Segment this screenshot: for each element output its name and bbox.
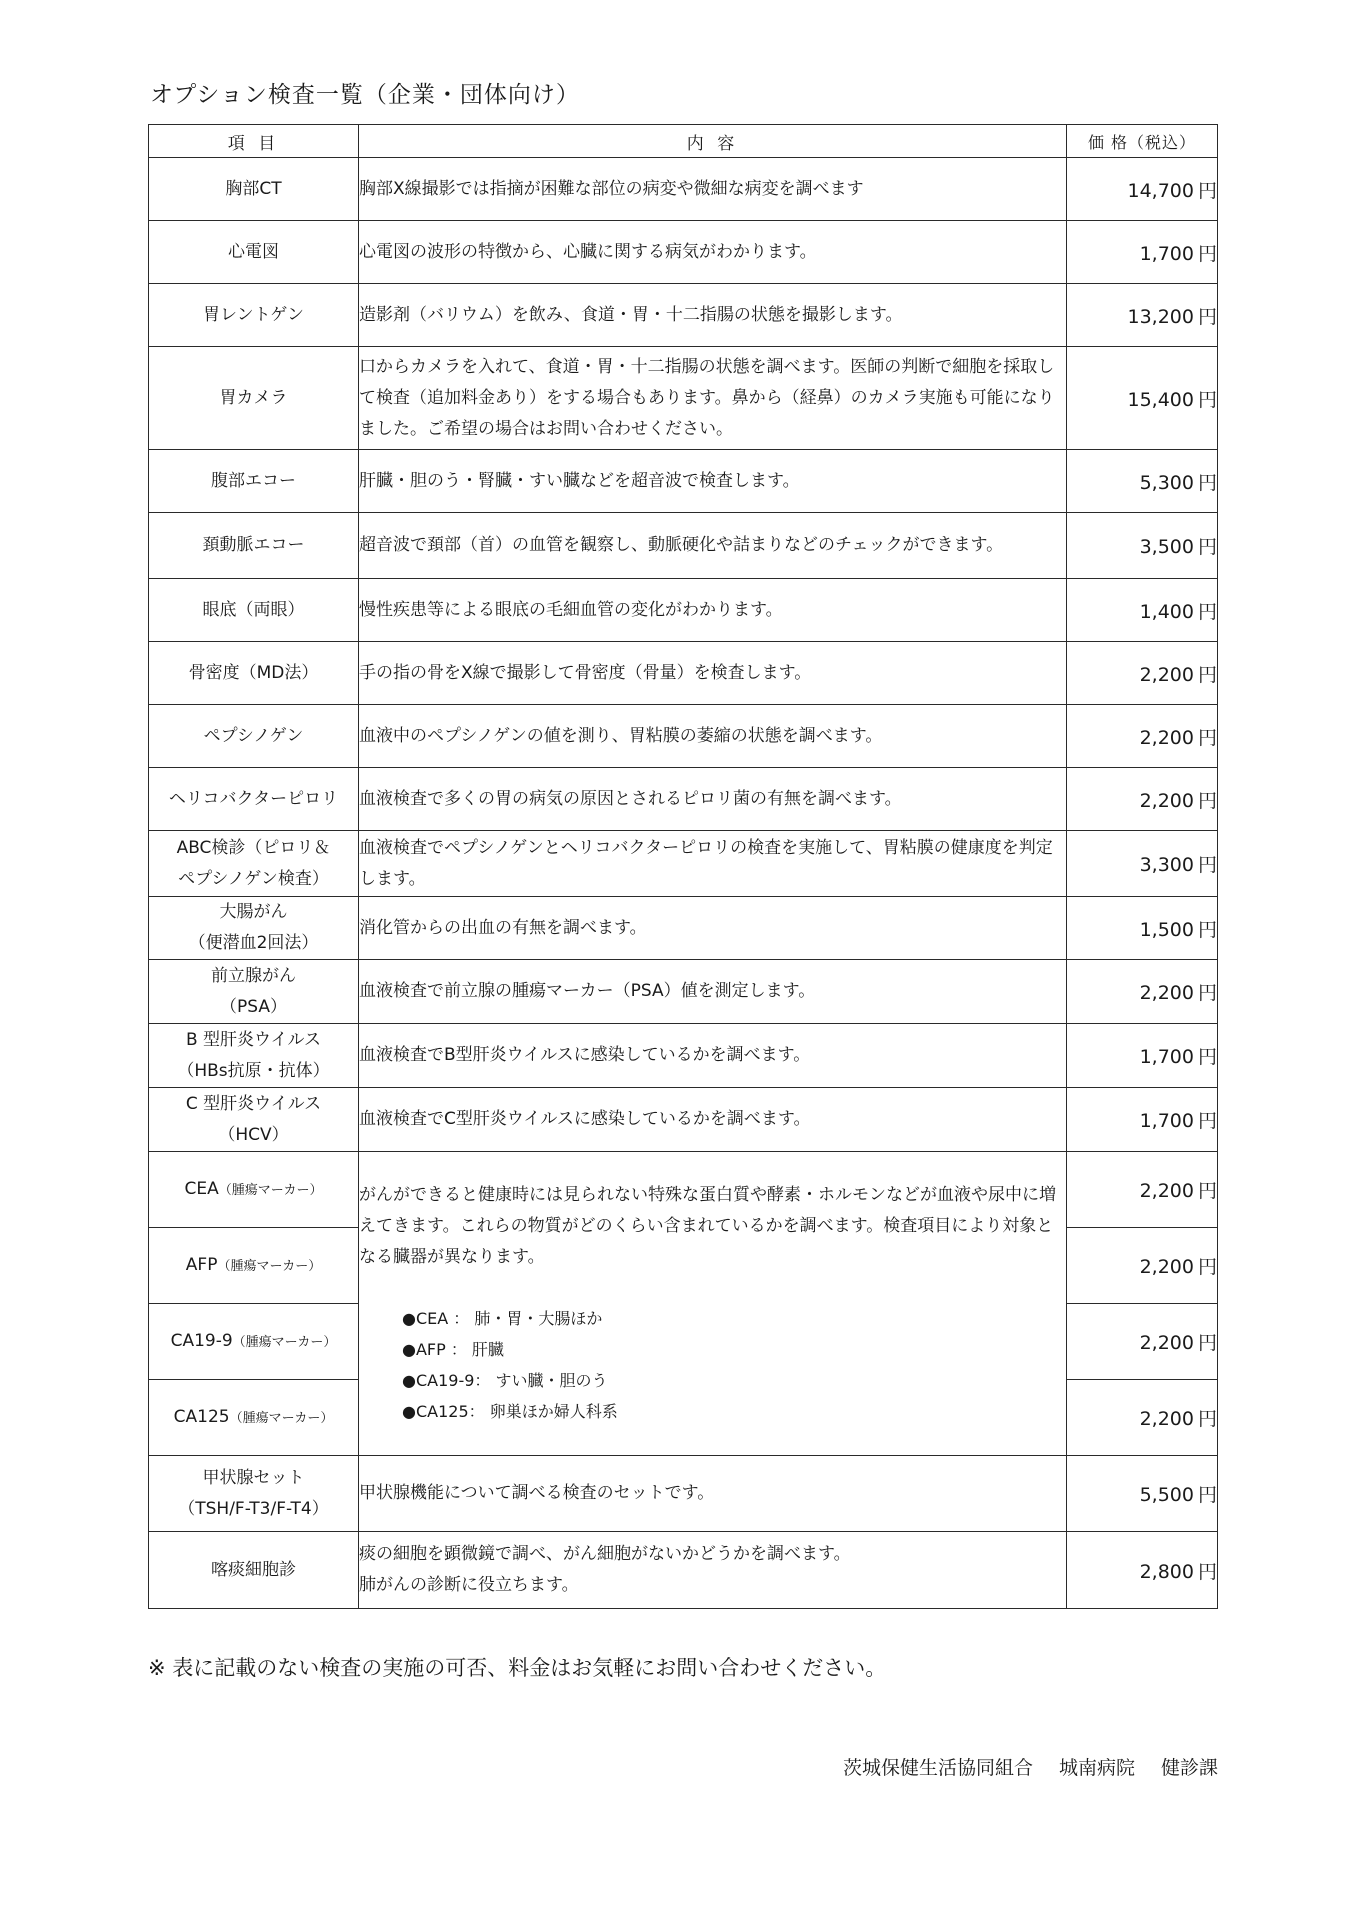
item-cell [149, 579, 359, 642]
price-cell [1067, 450, 1218, 513]
price-cell [1067, 960, 1218, 1024]
marker-sub: （腫瘍マーカー） [217, 1258, 322, 1274]
page-title: オプション検査一覧（企業・団体向け） [150, 82, 580, 108]
content-cell: 血液検査で前立腺の腫瘍マーカー（PSA）値を測定します。 [359, 960, 1067, 1024]
item-cell [149, 831, 359, 897]
hospital-name: 城南病院 [1058, 1757, 1135, 1779]
price-cell [1067, 158, 1218, 221]
price-value: 1,500 [1139, 918, 1194, 941]
price-value: 2,200 [1139, 663, 1194, 686]
item-cell [149, 960, 359, 1024]
item-name-sub: （PSA） [220, 996, 287, 1017]
yen-unit: 円 [1197, 536, 1217, 558]
price-value: 2,200 [1139, 1408, 1194, 1430]
tumor-content-cell [359, 1152, 1067, 1456]
content-cell: 血液中のペプシノゲンの値を測り、胃粘膜の萎縮の状態を調べます。 [359, 705, 1067, 768]
item-name: 大腸がん [219, 902, 288, 922]
yen-unit: 円 [1197, 179, 1217, 202]
content-cell: 造影剤（バリウム）を飲み、食道・胃・十二指腸の状態を撮影します。 [359, 284, 1067, 347]
price-cell [1067, 1456, 1218, 1532]
price-cell [1067, 1088, 1218, 1152]
tumor-description: がんができると健康時には見られない特殊な蛋白質や酵素・ホルモンなどが血液や尿中に増えてきます。これらの物質がどのくらい含まれているかを調べます。検査項目により対象となる臓器が異なります。 [359, 1185, 1056, 1267]
item-name: ペプシノゲン [203, 725, 304, 746]
yen-unit: 円 [1197, 918, 1217, 941]
marker-name: CA125 [173, 1406, 230, 1427]
table-header-row [149, 125, 1218, 158]
item-name-sub: （HCV） [218, 1124, 289, 1145]
list-item: ●CA125： 卵巣ほか婦人科系 [402, 1402, 618, 1421]
price-cell [1067, 347, 1218, 450]
price-cell [1067, 1152, 1218, 1228]
department-name: 健診課 [1160, 1757, 1218, 1779]
price-value: 3,300 [1139, 854, 1194, 876]
price-value: 2,200 [1139, 982, 1194, 1004]
yen-unit: 円 [1197, 1560, 1217, 1583]
price-cell [1067, 768, 1218, 831]
yen-unit: 円 [1197, 789, 1217, 812]
item-cell [149, 1228, 359, 1304]
item-cell [149, 284, 359, 347]
price-cell [1067, 831, 1218, 897]
item-name: 心電図 [228, 241, 279, 262]
item-name: 骨密度（MD法） [188, 662, 319, 683]
price-value: 5,300 [1139, 471, 1194, 494]
header-item: 項 目 [149, 125, 359, 158]
item-cell [149, 1152, 359, 1228]
yen-unit: 円 [1197, 305, 1217, 328]
content-line: 痰の細胞を顕微鏡で調べ、がん細胞がないかどうかを調べます。 [359, 1544, 851, 1564]
price-value: 1,700 [1139, 242, 1194, 265]
price-value: 2,200 [1139, 1332, 1194, 1354]
list-item: ●CEA ： 肺・胃・大腸ほか [402, 1309, 603, 1328]
table-row [149, 1088, 1218, 1152]
item-name: 頚動脈エコー [202, 535, 305, 555]
content-cell: 肝臓・胆のう・腎臓・すい臓などを超音波で検査します。 [359, 450, 1067, 513]
item-cell [149, 642, 359, 705]
option-exam-table [148, 124, 1218, 1609]
yen-unit: 円 [1197, 388, 1217, 411]
item-name [149, 1402, 358, 1434]
item-cell [149, 221, 359, 284]
price-cell [1067, 705, 1218, 768]
content-cell: 超音波で頚部（首）の血管を観察し、動脈硬化や詰まりなどのチェックができます。 [359, 513, 1067, 579]
marker-name: AFP [185, 1254, 218, 1275]
yen-unit: 円 [1197, 1110, 1217, 1132]
table-row [149, 960, 1218, 1024]
yen-unit: 円 [1197, 1180, 1217, 1202]
item-name: 眼底（両眼） [202, 599, 305, 620]
table-row [149, 768, 1218, 831]
item-name [149, 1250, 358, 1282]
marker-sub: （腫瘍マーカー） [232, 1334, 337, 1350]
item-cell [149, 347, 359, 450]
table-row [149, 642, 1218, 705]
price-value: 13,200 [1127, 305, 1194, 328]
item-name: 喀痰細胞診 [211, 1559, 296, 1580]
content-cell: 血液検査でB型肝炎ウイルスに感染しているかを調べます。 [359, 1024, 1067, 1088]
price-value: 2,800 [1139, 1560, 1194, 1583]
item-cell [149, 1304, 359, 1380]
content-cell: 血液検査でペプシノゲンとヘリコバクターピロリの検査を実施して、胃粘膜の健康度を判定します。 [359, 831, 1067, 897]
item-name: 腹部エコー [211, 470, 296, 491]
content-line: 甲状腺機能について調べる検査のセットです。 [359, 1483, 715, 1503]
price-cell [1067, 1380, 1218, 1456]
table-row [149, 221, 1218, 284]
yen-unit: 円 [1197, 854, 1217, 876]
item-name-sub: （TSH/F-T3/F-T4） [178, 1498, 329, 1519]
price-cell [1067, 1024, 1218, 1088]
content-cell: 口からカメラを入れて、食道・胃・十二指腸の状態を調べます。医師の判断で細胞を採取して検査（追加料金あり）をする場合もあります。鼻から（経鼻）のカメラ実施も可能になりました。ご希望の場合はお問い合わせください。 [359, 347, 1067, 450]
item-name: 甲状腺セット [202, 1467, 305, 1488]
marker-sub: （腫瘍マーカー） [229, 1410, 334, 1426]
content-line: 肺がんの診断に役立ちます。 [359, 1575, 579, 1595]
price-cell [1067, 1304, 1218, 1380]
item-cell [149, 1024, 359, 1088]
item-name: ABC検診（ピロリ＆ [176, 837, 331, 858]
list-item: ●CA19-9： すい臓・胆のう [402, 1371, 608, 1390]
item-name [149, 1174, 358, 1206]
content-cell: 血液検査で多くの胃の病気の原因とされるピロリ菌の有無を調べます。 [359, 768, 1067, 831]
content-cell: 手の指の骨をX線で撮影して骨密度（骨量）を検査します。 [359, 642, 1067, 705]
item-name [149, 1326, 358, 1358]
content-cell: 慢性疾患等による眼底の毛細血管の変化がわかります。 [359, 579, 1067, 642]
content-cell: 心電図の波形の特徴から、心臓に関する病気がわかります。 [359, 221, 1067, 284]
content-cell: 胸部X線撮影では指摘が困難な部位の病変や微細な病変を調べます [359, 158, 1067, 221]
price-value: 1,700 [1139, 1046, 1194, 1068]
yen-unit: 円 [1197, 1484, 1217, 1506]
yen-unit: 円 [1197, 982, 1217, 1004]
price-value: 1,400 [1139, 600, 1194, 623]
price-value: 5,500 [1139, 1484, 1194, 1506]
table-row [149, 705, 1218, 768]
table-row [149, 158, 1218, 221]
table-row [149, 450, 1218, 513]
content-cell: 血液検査でC型肝炎ウイルスに感染しているかを調べます。 [359, 1088, 1067, 1152]
item-cell [149, 897, 359, 960]
item-cell [149, 768, 359, 831]
content-cell [359, 1532, 1067, 1609]
item-name: 胸部CT [225, 178, 282, 199]
item-cell [149, 1088, 359, 1152]
header-content: 内 容 [359, 125, 1067, 158]
item-cell [149, 1380, 359, 1456]
table-row [149, 1456, 1218, 1532]
item-name: 胃レントゲン [203, 304, 304, 325]
yen-unit: 円 [1197, 1408, 1217, 1430]
marker-sub: （腫瘍マーカー） [218, 1182, 323, 1198]
item-cell [149, 1532, 359, 1609]
item-name-sub: （HBs抗原・抗体） [177, 1060, 330, 1081]
price-cell [1067, 897, 1218, 960]
price-cell [1067, 1228, 1218, 1304]
organization [843, 1753, 1218, 1780]
yen-unit: 円 [1197, 600, 1217, 623]
item-cell [149, 513, 359, 579]
marker-name: CA19-9 [170, 1330, 233, 1351]
price-cell [1067, 579, 1218, 642]
item-name: B 型肝炎ウイルス [185, 1029, 322, 1050]
table-row [149, 1532, 1218, 1609]
item-name-sub: （便潜血2回法） [188, 933, 319, 953]
table-row [149, 347, 1218, 450]
item-name: 胃カメラ [219, 387, 288, 408]
table-row [149, 1152, 1218, 1228]
price-cell [1067, 221, 1218, 284]
yen-unit: 円 [1197, 663, 1217, 686]
yen-unit: 円 [1197, 1332, 1217, 1354]
price-cell [1067, 642, 1218, 705]
item-cell [149, 450, 359, 513]
list-item: ●AFP ： 肝臓 [402, 1340, 504, 1359]
price-value: 2,200 [1139, 789, 1194, 812]
price-value: 15,400 [1127, 388, 1194, 411]
table-row [149, 897, 1218, 960]
price-cell [1067, 284, 1218, 347]
yen-unit: 円 [1197, 1046, 1217, 1068]
content-cell: 消化管からの出血の有無を調べます。 [359, 897, 1067, 960]
table-row [149, 1024, 1218, 1088]
item-name: 前立腺がん [211, 965, 296, 986]
price-value: 14,700 [1127, 179, 1194, 202]
item-name-sub: ペプシノゲン検査） [178, 868, 329, 889]
price-value: 2,200 [1139, 1180, 1194, 1202]
yen-unit: 円 [1197, 471, 1217, 494]
yen-unit: 円 [1197, 1256, 1217, 1278]
table-row [149, 831, 1218, 897]
yen-unit: 円 [1197, 726, 1217, 749]
item-cell [149, 158, 359, 221]
price-cell [1067, 513, 1218, 579]
yen-unit: 円 [1197, 242, 1217, 265]
table-row [149, 579, 1218, 642]
tumor-target-list [402, 1303, 1066, 1427]
item-cell [149, 1456, 359, 1532]
item-name: ヘリコバクターピロリ [168, 788, 339, 809]
footnote: ※ 表に記載のない検査の実施の可否、料金はお気軽にお問い合わせください。 [148, 1656, 887, 1680]
price-value: 1,700 [1139, 1110, 1194, 1132]
table-row [149, 513, 1218, 579]
price-value: 2,200 [1139, 726, 1194, 749]
marker-name: CEA [184, 1178, 219, 1199]
content-cell [359, 1456, 1067, 1532]
item-cell [149, 705, 359, 768]
price-value: 3,500 [1139, 536, 1194, 558]
price-cell [1067, 1532, 1218, 1609]
organization-name: 茨城保健生活協同組合 [842, 1757, 1033, 1779]
header-price: 価 格（税込） [1067, 125, 1218, 158]
table-row [149, 284, 1218, 347]
price-value: 2,200 [1139, 1256, 1194, 1278]
item-name: C 型肝炎ウイルス [185, 1093, 322, 1114]
